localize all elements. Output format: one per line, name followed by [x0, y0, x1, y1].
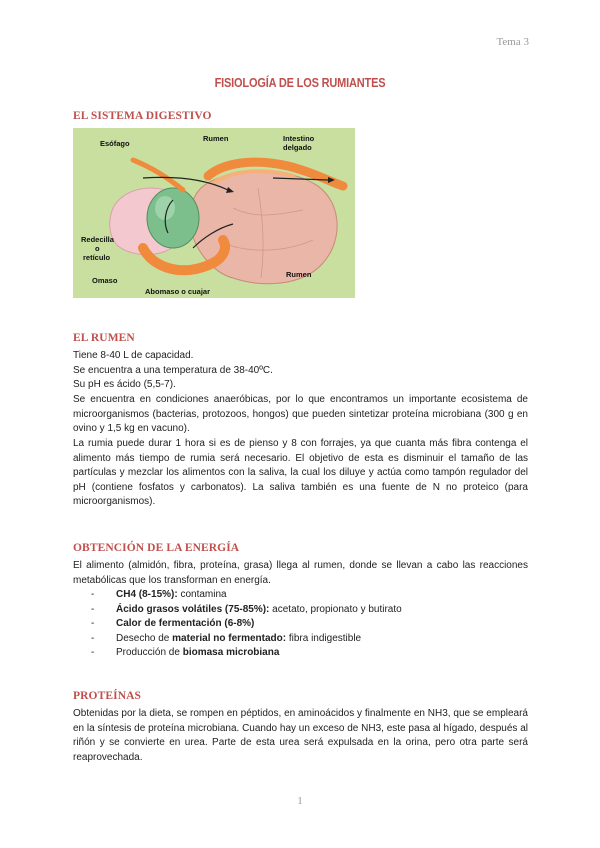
rumen-fact-temperature: Se encuentra a una temperatura de 38-40ºC.	[73, 364, 273, 376]
label-intestino: Intestino	[283, 134, 315, 143]
heading-energia: OBTENCIÓN DE LA ENERGÍA	[73, 542, 240, 554]
label-abomaso: Abomaso o cuajar	[145, 287, 211, 296]
heading-proteinas: PROTEÍNAS	[73, 690, 141, 702]
digestive-system-figure	[73, 128, 355, 298]
list-item: - CH4 (8-15%): contamina	[91, 589, 227, 600]
heading-sistema-digestivo: EL SISTEMA DIGESTIVO	[73, 110, 212, 122]
label-omaso: Omaso	[92, 276, 118, 285]
list-item: - Producción de biomasa microbiana	[91, 647, 280, 659]
rumen-facts	[73, 349, 528, 393]
label-esofago: Esófago	[100, 139, 130, 148]
chapter-label: Tema 3	[496, 36, 529, 48]
heading-rumen: EL RUMEN	[73, 332, 135, 344]
label-redecilla-2: o	[95, 244, 100, 253]
energia-list	[73, 588, 402, 661]
list-item: - Desecho de material no fermentado: fibra indigestible	[91, 632, 362, 644]
label-rumen-bottom: Rumen	[286, 270, 312, 279]
rumen-paragraph-rumia: La rumia puede durar 1 hora si es de pienso y 8 con forrajes, ya que cuanta más fibra contenga el alimento más tiempo de rumia será necesario. El objetivo de esta es disminuir el tamaño de las partículas y mezclar los alimentos con la saliva, la cual los diluye y actúa como tampón regulador del pH (contiene fosfatos y carbonatos). La saliva también es una fuente de N no proteico (para microorganismos).	[73, 438, 528, 507]
page-number: 1	[297, 795, 303, 807]
document-title: FISIOLOGÍA DE LOS RUMIANTES	[214, 76, 386, 90]
label-redecilla-3: retículo	[83, 253, 111, 262]
omaso-shape	[147, 188, 199, 248]
rumen-fact-ph: Su pH es ácido (5,5-7).	[73, 379, 176, 390]
list-item: - Ácido grasos volátiles (75-85%): acetato, propionato y butirato	[91, 603, 402, 615]
rumen-fact-capacity: Tiene 8-40 L de capacidad.	[73, 350, 194, 361]
proteinas-paragraph: Obtenidas por la dieta, se rompen en péptidos, en aminoácidos y finalmente en NH3, que se empleará en la síntesis de proteína microbiana. Cuando hay un exceso de NH3, este pasa al hígado, después al riñón y se convierte en urea. Parte de esta urea será expulsada en la orina, pero otra parte será reaprovechada.	[73, 708, 528, 763]
list-item: - Calor de fermentación (6-8%)	[91, 618, 255, 630]
label-rumen-top: Rumen	[203, 134, 229, 143]
energia-intro: El alimento (almidón, fibra, proteína, grasa) llega al rumen, donde se llevan a cabo las reacciones metabólicas que los transforman en energía.	[73, 560, 528, 586]
rumen-paragraph-anaerobic: Se encuentra en condiciones anaeróbicas, por lo que encontramos un importante ecosistema de microorganismos (bacterias, protozoos, hongos) que pueden sintetizar proteína microbiana (300 g en ovino y 1,5 kg en vacuno).	[73, 394, 528, 434]
label-redecilla: Redecilla	[81, 235, 114, 244]
label-intestino-2: delgado	[283, 143, 312, 152]
